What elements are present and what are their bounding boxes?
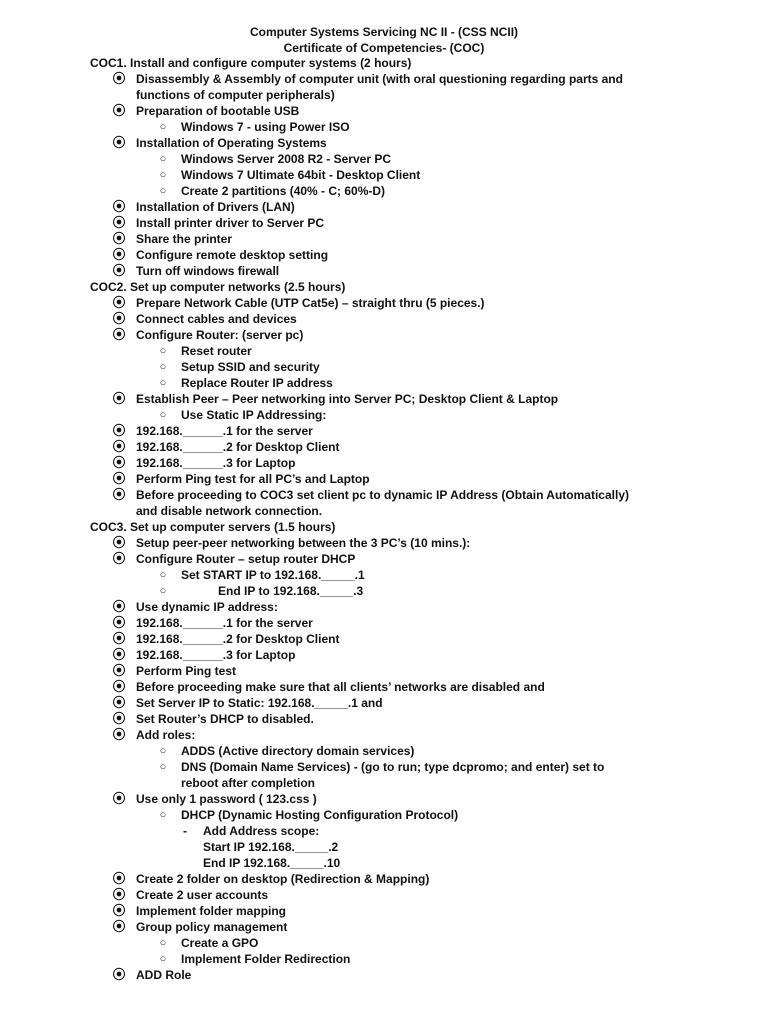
line-text: Preparation of bootable USB xyxy=(136,104,300,118)
circle-dot-bullet-icon: ⦿ xyxy=(112,199,126,214)
line-text: 192.168.______.1 for the server xyxy=(136,424,313,438)
line-text: Start IP 192.168._____.2 xyxy=(203,840,339,854)
line-text: Setup SSID and security xyxy=(181,360,320,374)
list-item xyxy=(0,583,768,599)
list-item xyxy=(0,199,768,215)
line-text: 192.168.______.2 for Desktop Client xyxy=(136,440,340,454)
hollow-circle-bullet-icon: ○ xyxy=(159,809,167,821)
document-title: Computer Systems Servicing NC II - (CSS NCII) xyxy=(249,25,519,39)
line-text: Create 2 user accounts xyxy=(136,888,269,902)
list-item xyxy=(0,743,768,759)
list-item xyxy=(0,871,768,887)
list-item xyxy=(0,183,768,199)
circle-dot-bullet-icon: ⦿ xyxy=(112,647,126,662)
circle-dot-bullet-icon: ⦿ xyxy=(112,391,126,406)
list-item xyxy=(0,119,768,135)
list-item xyxy=(0,471,768,487)
list-item xyxy=(0,327,768,343)
line-text: 192.168.______.3 for Laptop xyxy=(136,456,296,470)
line-text: Before proceeding make sure that all clients’ networks are disabled and xyxy=(136,680,545,694)
list-item xyxy=(0,935,768,951)
list-item xyxy=(0,151,768,167)
circle-dot-bullet-icon: ⦿ xyxy=(112,871,126,886)
circle-dot-bullet-icon: ⦿ xyxy=(112,439,126,454)
line-text: Reset router xyxy=(181,344,252,358)
line-text: functions of computer peripherals) xyxy=(136,88,335,102)
line-text: Establish Peer – Peer networking into Server PC; Desktop Client & Laptop xyxy=(136,392,559,406)
line-text: Use Static IP Addressing: xyxy=(181,408,327,422)
line-text: Connect cables and devices xyxy=(136,312,297,326)
line-text: Windows 7 Ultimate 64bit - Desktop Client xyxy=(181,168,421,182)
list-item xyxy=(0,487,768,503)
circle-dot-bullet-icon: ⦿ xyxy=(112,919,126,934)
list-item xyxy=(0,135,768,151)
list-item xyxy=(0,951,768,967)
hollow-circle-bullet-icon: ○ xyxy=(159,121,167,133)
circle-dot-bullet-icon: ⦿ xyxy=(112,263,126,278)
hollow-circle-bullet-icon: ○ xyxy=(159,937,167,949)
line-text: ADD Role xyxy=(136,968,192,982)
list-item xyxy=(0,375,768,391)
line-text: Configure remote desktop setting xyxy=(136,248,329,262)
line-text: Prepare Network Cable (UTP Cat5e) – straight thru (5 pieces.) xyxy=(136,296,485,310)
line-text: Perform Ping test xyxy=(136,664,237,678)
hollow-circle-bullet-icon: ○ xyxy=(159,377,167,389)
circle-dot-bullet-icon: ⦿ xyxy=(112,663,126,678)
line-text: Implement folder mapping xyxy=(136,904,287,918)
line-text: Create 2 folder on desktop (Redirection & Mapping) xyxy=(136,872,430,886)
list-item xyxy=(0,711,768,727)
circle-dot-bullet-icon: ⦿ xyxy=(112,695,126,710)
line-text: Use only 1 password ( 123.css ) xyxy=(136,792,317,806)
line-text: Set Server IP to Static: 192.168._____.1 and xyxy=(136,696,383,710)
list-item xyxy=(0,87,768,103)
line-text: Perform Ping test for all PC’s and Laptop xyxy=(136,472,370,486)
circle-dot-bullet-icon: ⦿ xyxy=(112,887,126,902)
line-text: DNS (Domain Name Services) - (go to run; type dcpromo; and enter) set to xyxy=(181,760,605,774)
line-text: End IP to 192.168._____.3 xyxy=(218,584,364,598)
hollow-circle-bullet-icon: ○ xyxy=(159,953,167,965)
document-subtitle: Certificate of Competencies- (COC) xyxy=(283,41,485,55)
circle-dot-bullet-icon: ⦿ xyxy=(112,727,126,742)
line-text: Use dynamic IP address: xyxy=(136,600,278,614)
list-item xyxy=(0,535,768,551)
list-item xyxy=(0,727,768,743)
list-item xyxy=(0,855,768,871)
line-text: 192.168.______.3 for Laptop xyxy=(136,648,296,662)
list-item xyxy=(0,71,768,87)
list-item xyxy=(0,631,768,647)
circle-dot-bullet-icon: ⦿ xyxy=(112,231,126,246)
circle-dot-bullet-icon: ⦿ xyxy=(112,327,126,342)
hollow-circle-bullet-icon: ○ xyxy=(159,169,167,181)
line-text: Set START IP to 192.168._____.1 xyxy=(181,568,365,582)
line-text: DHCP (Dynamic Hosting Configuration Protocol) xyxy=(181,808,459,822)
circle-dot-bullet-icon: ⦿ xyxy=(112,551,126,566)
circle-dot-bullet-icon: ⦿ xyxy=(112,487,126,502)
hollow-circle-bullet-icon: ○ xyxy=(159,153,167,165)
list-item xyxy=(0,775,768,791)
list-item xyxy=(0,967,768,983)
line-text: Create a GPO xyxy=(181,936,259,950)
list-item xyxy=(0,103,768,119)
hollow-circle-bullet-icon: ○ xyxy=(159,409,167,421)
list-item xyxy=(0,391,768,407)
list-item xyxy=(0,887,768,903)
list-item xyxy=(0,407,768,423)
line-text: 192.168.______.1 for the server xyxy=(136,616,313,630)
circle-dot-bullet-icon: ⦿ xyxy=(112,247,126,262)
list-item xyxy=(0,247,768,263)
hollow-circle-bullet-icon: ○ xyxy=(159,745,167,757)
circle-dot-bullet-icon: ⦿ xyxy=(112,599,126,614)
list-item xyxy=(0,311,768,327)
list-item xyxy=(0,423,768,439)
line-text: Implement Folder Redirection xyxy=(181,952,351,966)
circle-dot-bullet-icon: ⦿ xyxy=(112,711,126,726)
hollow-circle-bullet-icon: ○ xyxy=(159,361,167,373)
circle-dot-bullet-icon: ⦿ xyxy=(112,423,126,438)
line-text: Share the printer xyxy=(136,232,233,246)
circle-dot-bullet-icon: ⦿ xyxy=(112,135,126,150)
list-item xyxy=(0,839,768,855)
list-item xyxy=(0,295,768,311)
line-text: reboot after completion xyxy=(181,776,316,790)
line-text: Install printer driver to Server PC xyxy=(136,216,325,230)
list-item xyxy=(0,599,768,615)
list-item xyxy=(0,551,768,567)
circle-dot-bullet-icon: ⦿ xyxy=(112,535,126,550)
line-text: Configure Router: (server pc) xyxy=(136,328,304,342)
list-item xyxy=(0,663,768,679)
list-item xyxy=(0,759,768,775)
circle-dot-bullet-icon: ⦿ xyxy=(112,71,126,86)
hollow-circle-bullet-icon: ○ xyxy=(159,185,167,197)
list-item xyxy=(0,455,768,471)
hollow-circle-bullet-icon: ○ xyxy=(159,761,167,773)
list-item xyxy=(0,343,768,359)
circle-dot-bullet-icon: ⦿ xyxy=(112,967,126,982)
list-item xyxy=(0,503,768,519)
list-item xyxy=(0,791,768,807)
list-item xyxy=(0,695,768,711)
list-item xyxy=(0,167,768,183)
dash-bullet-icon: - xyxy=(183,824,187,838)
line-text: ADDS (Active directory domain services) xyxy=(181,744,415,758)
line-text: End IP 192.168._____.10 xyxy=(203,856,341,870)
outline-list xyxy=(0,55,768,983)
line-text: Set Router’s DHCP to disabled. xyxy=(136,712,314,726)
section-heading xyxy=(0,279,768,295)
line-text: 192.168.______.2 for Desktop Client xyxy=(136,632,340,646)
line-text: Setup peer-peer networking between the 3 PC’s (10 mins.): xyxy=(136,536,471,550)
list-item xyxy=(0,263,768,279)
circle-dot-bullet-icon: ⦿ xyxy=(112,311,126,326)
line-text: Add roles: xyxy=(136,728,196,742)
circle-dot-bullet-icon: ⦿ xyxy=(112,631,126,646)
hollow-circle-bullet-icon: ○ xyxy=(159,585,167,597)
circle-dot-bullet-icon: ⦿ xyxy=(112,215,126,230)
line-text: and disable network connection. xyxy=(136,504,323,518)
list-item xyxy=(0,807,768,823)
list-item xyxy=(0,647,768,663)
line-text: Group policy management xyxy=(136,920,288,934)
line-text: Installation of Drivers (LAN) xyxy=(136,200,295,214)
list-item xyxy=(0,439,768,455)
line-text: Windows 7 - using Power ISO xyxy=(181,120,350,134)
list-item xyxy=(0,919,768,935)
line-text: Windows Server 2008 R2 - Server PC xyxy=(181,152,391,166)
line-text: COC2. Set up computer networks (2.5 hours) xyxy=(90,280,346,294)
circle-dot-bullet-icon: ⦿ xyxy=(112,903,126,918)
list-item xyxy=(0,359,768,375)
line-text: Turn off windows firewall xyxy=(136,264,280,278)
hollow-circle-bullet-icon: ○ xyxy=(159,569,167,581)
line-text: Before proceeding to COC3 set client pc to dynamic IP Address (Obtain Automatically) xyxy=(136,488,629,502)
hollow-circle-bullet-icon: ○ xyxy=(159,345,167,357)
circle-dot-bullet-icon: ⦿ xyxy=(112,295,126,310)
list-item xyxy=(0,903,768,919)
line-text: COC1. Install and configure computer systems (2 hours) xyxy=(90,56,412,70)
circle-dot-bullet-icon: ⦿ xyxy=(112,679,126,694)
circle-dot-bullet-icon: ⦿ xyxy=(112,791,126,806)
line-text: Add Address scope: xyxy=(203,824,320,838)
circle-dot-bullet-icon: ⦿ xyxy=(112,471,126,486)
circle-dot-bullet-icon: ⦿ xyxy=(112,103,126,118)
line-text: Create 2 partitions (40% - C; 60%-D) xyxy=(181,184,386,198)
list-item xyxy=(0,679,768,695)
list-item xyxy=(0,567,768,583)
section-heading xyxy=(0,55,768,71)
line-text: Installation of Operating Systems xyxy=(136,136,327,150)
circle-dot-bullet-icon: ⦿ xyxy=(112,455,126,470)
line-text: Configure Router – setup router DHCP xyxy=(136,552,356,566)
line-text: COC3. Set up computer servers (1.5 hours) xyxy=(90,520,336,534)
line-text: Disassembly & Assembly of computer unit (with oral questioning regarding parts and xyxy=(136,72,623,86)
circle-dot-bullet-icon: ⦿ xyxy=(112,615,126,630)
line-text: Replace Router IP address xyxy=(181,376,333,390)
list-item xyxy=(0,215,768,231)
list-item xyxy=(0,823,768,839)
section-heading xyxy=(0,519,768,535)
list-item xyxy=(0,615,768,631)
list-item xyxy=(0,231,768,247)
